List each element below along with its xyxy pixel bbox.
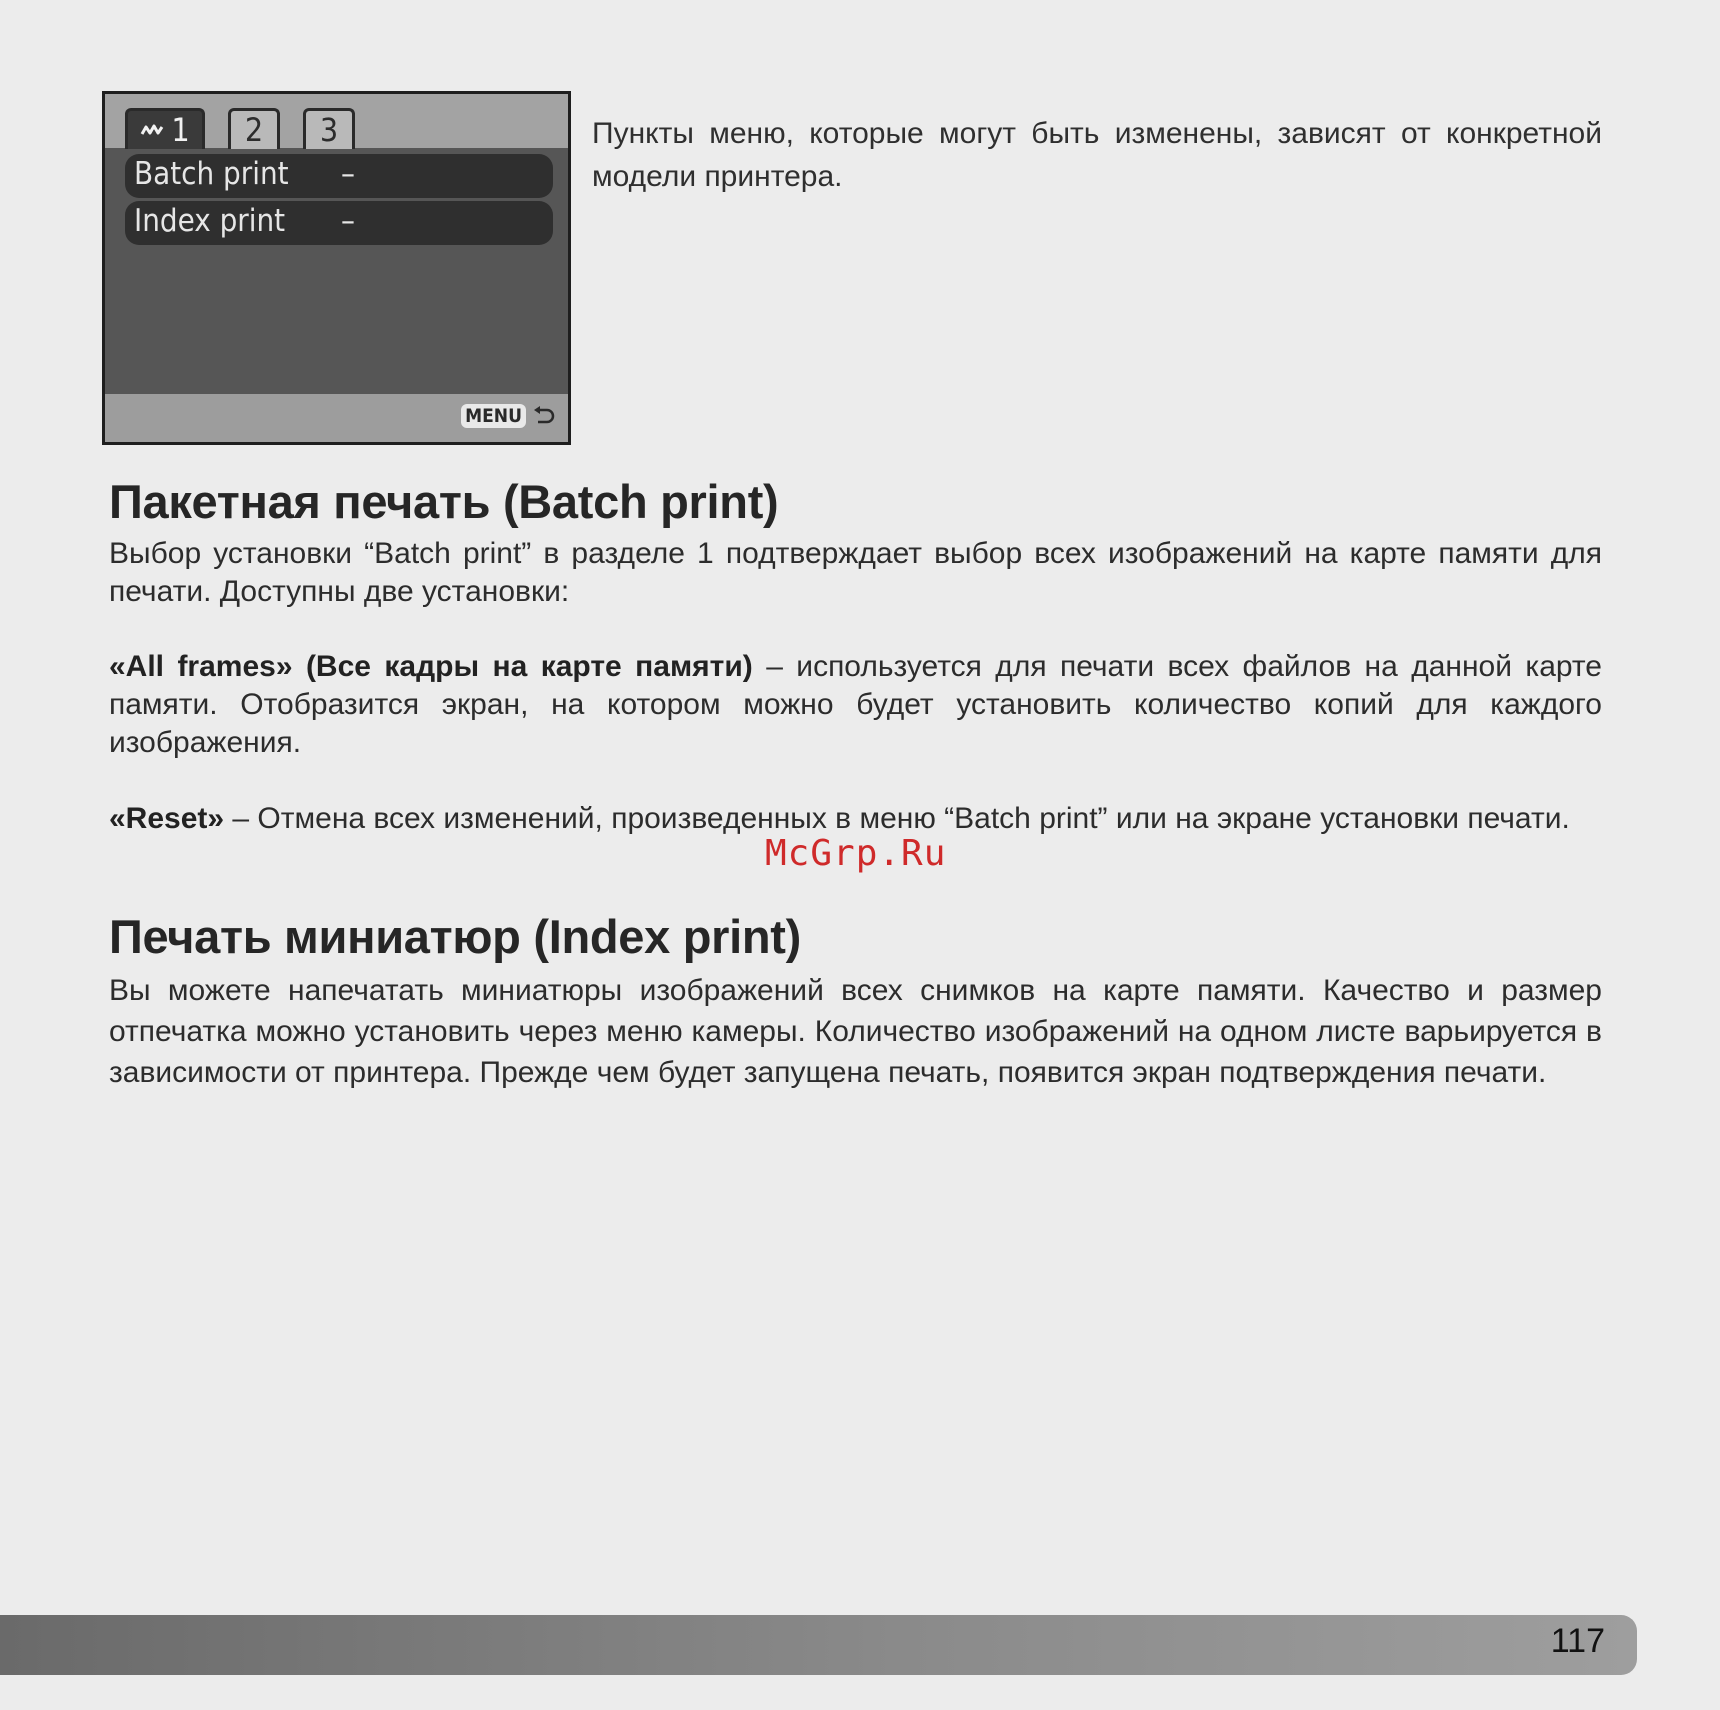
menu-row-value: – bbox=[341, 156, 355, 192]
reset-text: – Отмена всех изменений, произведенных в меню “Batch print” или на экране установки печати. bbox=[224, 802, 1570, 835]
page-number: 117 bbox=[1550, 1622, 1605, 1660]
all-frames-paragraph bbox=[109, 648, 1602, 762]
reset-term: «Reset» bbox=[109, 802, 225, 835]
heading-index-print: Печать миниатюр (Index print) bbox=[109, 910, 801, 963]
tab-1[interactable] bbox=[125, 108, 205, 149]
index-paragraph: Вы можете напечатать миниатюры изображений всех снимков на карте памяти. Качество и размер отпечатка можно установить через меню камеры. Количество изображений на одном листе варьируется в зависимости от принтера. Прежде чем будет запущена печать, появится экран подтверждения печати. bbox=[109, 974, 1602, 1089]
side-note: Пункты меню, которые могут быть изменены, зависят от конкретной модели принтера. bbox=[592, 117, 1602, 193]
heading-batch-print: Пакетная печать (Batch print) bbox=[109, 475, 779, 528]
batch-intro: Выбор установки “Batch print” в разделе 1 подтверждает выбор всех изображений на карте памяти для печати. Доступны две установки: bbox=[109, 537, 1602, 608]
menu-row-label: Index print bbox=[134, 203, 286, 239]
menu-row-batch-print[interactable] bbox=[125, 154, 553, 198]
screen-footer bbox=[105, 394, 568, 442]
menu-key-label: MENU bbox=[461, 404, 526, 428]
all-frames-term: «All frames» (Все кадры на карте памяти) bbox=[109, 650, 753, 683]
tab-1-label: 1 bbox=[171, 111, 190, 149]
tab-3-label: 3 bbox=[319, 111, 339, 149]
tab-bar bbox=[105, 94, 568, 148]
return-arrow-icon bbox=[532, 405, 556, 427]
print-wave-icon bbox=[140, 121, 166, 139]
footer-bar bbox=[0, 1615, 1637, 1675]
tab-2[interactable] bbox=[228, 108, 280, 149]
menu-row-value: – bbox=[341, 203, 355, 239]
tab-2-label: 2 bbox=[244, 111, 264, 149]
menu-row-label: Batch print bbox=[134, 156, 289, 192]
all-frames-text: – используется для печати всех файлов на данной карте памяти. Отобразится экран, на котором можно будет установить количество копий для каждого изображения. bbox=[109, 650, 1602, 759]
tab-3[interactable] bbox=[303, 108, 355, 149]
menu-row-index-print[interactable] bbox=[125, 201, 553, 245]
watermark: McGrp.Ru bbox=[765, 833, 947, 874]
camera-lcd-screen bbox=[102, 91, 571, 445]
